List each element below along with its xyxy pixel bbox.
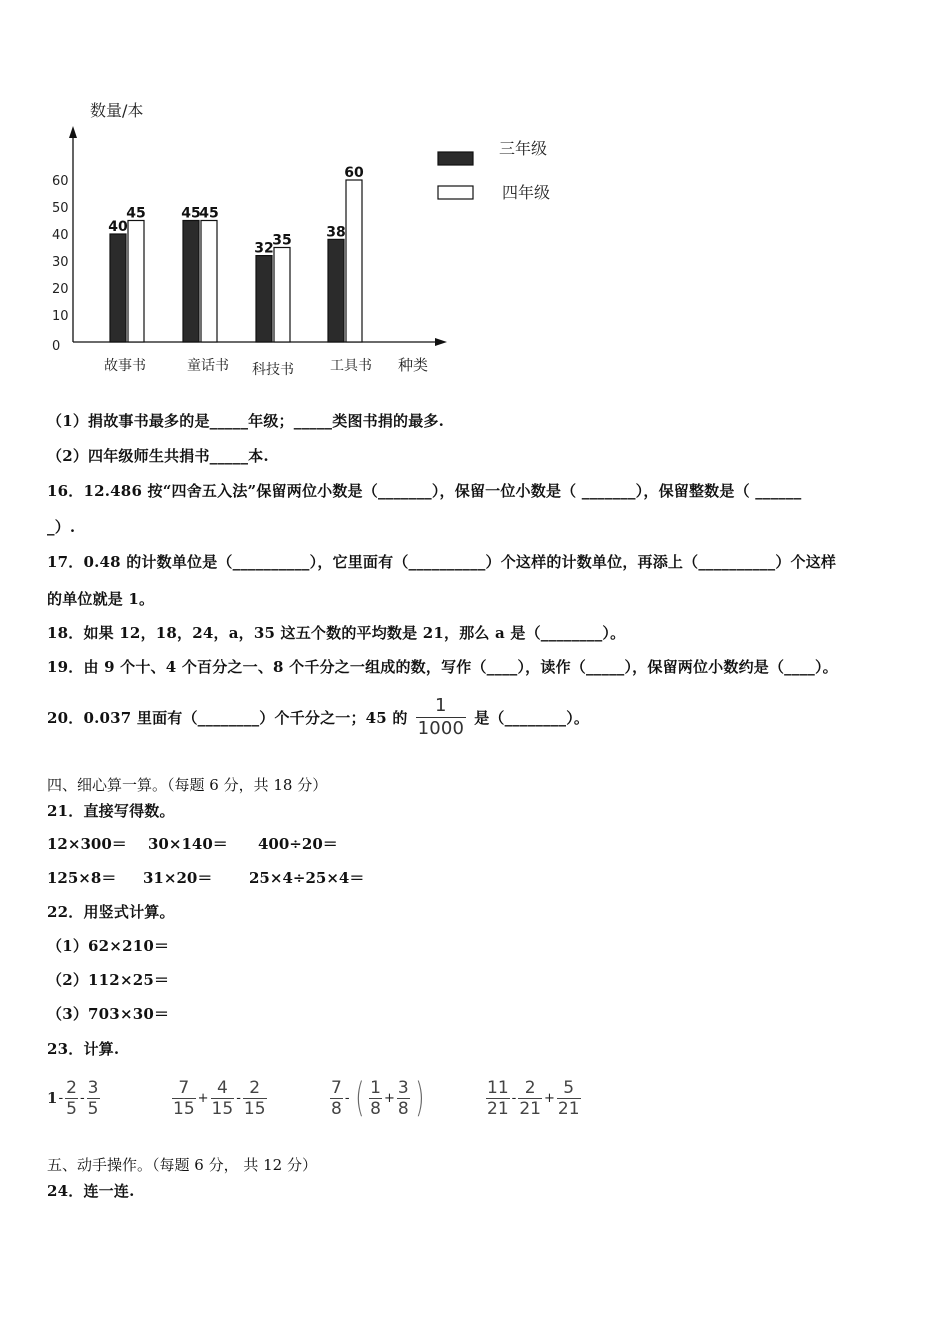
numerator: 2 [249,1077,261,1098]
y-tick-label: 40 [52,228,69,243]
category-label: 故事书 [104,358,146,374]
q23-expr-2 [171,1070,268,1126]
fraction [172,1078,196,1119]
operator: - [344,1090,350,1106]
x-axis-arrow [435,338,447,346]
y-tick-label: 0 [52,339,61,354]
q23-title: 23．计算. [47,1040,120,1058]
q20-fraction [416,695,467,740]
q23-expr-3 [329,1070,428,1126]
numerator: 11 [487,1077,509,1098]
q21-item: 400÷20＝ [258,835,338,853]
section-5-heading: 五、动手操作。（每题 6 分， 共 12 分） [47,1156,317,1174]
bar-grade4 [274,248,290,343]
numerator: 5 [563,1077,575,1098]
category-label: 童话书 [187,358,229,374]
bar-value-label: 45 [126,205,146,222]
q16-line1: 16．12.486 按“四舍五入法”保留两位小数是（_______），保留一位小数是（ _______），保留整数是（ ______ [47,482,802,500]
q20-after: 是（________）。 [474,709,590,727]
numerator: 2 [524,1077,536,1098]
q21-item: 25×4÷25×4＝ [249,869,365,887]
numerator: 1 [370,1077,381,1098]
fraction [518,1078,542,1119]
q20-before: 20．0.037 里面有（________）个千分之一；45 的 [47,709,408,727]
fraction [65,1078,78,1119]
q22-item: （3）703×30＝ [47,1005,170,1023]
fraction [243,1078,267,1119]
q18: 18．如果 12，18，24，a，35 这五个数的平均数是 21，那么 a 是（________）。 [47,624,626,642]
q19: 19．由 9 个十、4 个百分之一、8 个千分之一组成的数，写作（____），读作（_____），保留两位小数约是（____）。 [47,658,838,676]
operator: + [197,1090,209,1106]
bar-grade3 [183,221,199,343]
bar-value-label: 60 [344,165,364,181]
denominator: 15 [173,1098,195,1119]
y-tick-label: 30 [52,255,69,270]
legend-swatch [438,152,473,165]
bar-chart [40,90,580,390]
q17-line2: 的单位就是 1。 [47,590,155,608]
denominator: 21 [487,1098,509,1119]
denominator: 8 [397,1098,409,1119]
bar-grade3 [328,239,344,342]
q21-item: 12×300＝ [47,835,127,853]
operator: - [58,1090,64,1106]
q21-row2 [47,867,364,888]
q22-item: （2）112×25＝ [47,971,170,989]
q16-line2: _）. [47,518,76,536]
q21-title: 21．直接写得数。 [47,802,175,820]
fraction [369,1078,382,1119]
operator: + [543,1090,555,1106]
bar-grade4 [128,221,144,343]
fraction [87,1078,100,1119]
operator: - [236,1090,241,1106]
denominator: 21 [519,1098,541,1119]
bar-value-label: 38 [326,224,346,241]
denominator: 5 [87,1098,99,1119]
numerator: 7 [331,1077,342,1098]
numerator: 4 [216,1077,228,1098]
denominator: 21 [557,1098,580,1119]
q20-frac-denominator: 1000 [417,718,465,739]
x-axis-label: 种类 [398,356,429,374]
q22-item: （1）62×210＝ [47,937,170,955]
q20 [47,695,589,740]
fraction [330,1078,343,1119]
section-4-heading: 四、细心算一算。（每题 6 分，共 18 分） [47,776,328,794]
q23-expressions [47,1070,647,1126]
left-paren: ( [354,1075,365,1121]
legend-swatch [438,186,473,199]
lead-number: 1 [47,1089,58,1107]
numerator: 2 [66,1077,77,1098]
fraction [557,1078,581,1119]
y-tick-label: 20 [52,282,69,297]
y-axis-arrow [69,126,77,138]
category-label: 科技书 [252,362,294,378]
denominator: 8 [331,1098,342,1119]
operator: - [511,1090,517,1106]
y-tick-label: 50 [52,201,69,216]
denominator: 15 [243,1098,266,1119]
bar-grade3 [110,234,126,342]
right-paren: ) [414,1075,425,1121]
q21-item: 125×8＝ [47,869,117,887]
q15-part2: （2）四年级师生共捐书_____本. [47,447,269,465]
bar-value-label: 35 [272,232,292,249]
q23-expr-1 [47,1070,101,1126]
q21-item: 30×140＝ [148,835,228,853]
q21-row1 [47,833,338,854]
q17-line1: 17．0.48 的计数单位是（__________），它里面有（__________）个这样的计数单位，再添上（__________）个这样 [47,553,837,571]
denominator: 8 [370,1098,381,1119]
q22-title: 22．用竖式计算。 [47,903,175,921]
numerator: 3 [397,1077,409,1098]
q21-item: 31×20＝ [143,869,213,887]
fraction [397,1078,410,1119]
q24: 24．连一连. [47,1182,135,1200]
q23-expr-4 [485,1070,582,1126]
denominator: 15 [211,1098,234,1119]
bar-grade3 [256,256,272,342]
fraction [211,1078,235,1119]
bar-value-label: 45 [181,205,201,222]
legend-label: 四年级 [502,183,551,202]
fraction [486,1078,510,1119]
bar-value-label: 32 [254,240,274,257]
legend-label: 三年级 [499,139,548,158]
bar-value-label: 40 [108,219,128,235]
denominator: 5 [66,1098,77,1119]
category-label: 工具书 [330,358,372,374]
y-tick-label: 10 [52,309,69,324]
numerator: 3 [87,1077,99,1098]
bar-grade4 [201,221,217,343]
numerator: 7 [178,1077,190,1098]
bar-value-label: 45 [199,205,219,222]
y-axis-label: 数量/本 [90,101,144,120]
q15-part1: （1）捐故事书最多的是_____年级；_____类图书捐的最多. [47,412,445,430]
operator: - [79,1090,85,1106]
bar-grade4 [346,180,362,342]
operator: + [383,1090,395,1106]
y-tick-label: 60 [52,174,69,189]
q20-frac-numerator: 1 [435,695,447,716]
